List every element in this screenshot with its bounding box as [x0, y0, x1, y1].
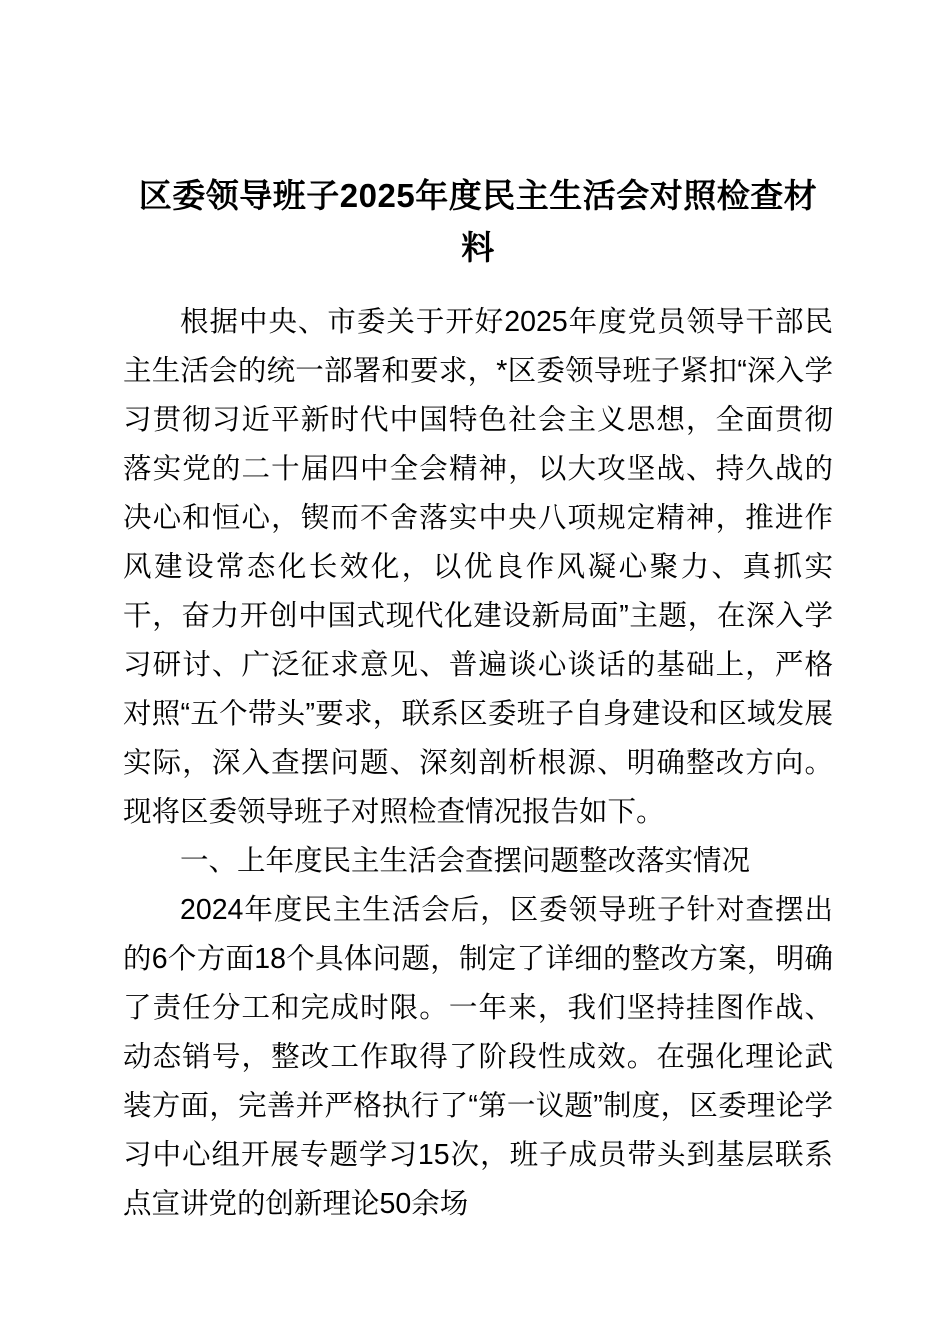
intro-paragraph: 根据中央、市委关于开好2025年度党员领导干部民主生活会的统一部署和要求，*区委领导班子紧扣“深入学习贯彻习近平新时代中国特色社会主义思想，全面贯彻落实党的二十届四中全会精神，以大攻坚战、持久战的决心和恒心，锲而不舍落实中央八项规定精神，推进作风建设常态化长效化，以优良作风凝心聚力、真抓实干，奋力开创中国式现代化建设新局面”主题，在深入学习研讨、广泛征求意见、普遍谈心谈话的基础上，严格对照“五个带头”要求，联系区委班子自身建设和区域发展实际，深入查摆问题、深刻剖析根源、明确整改方向。现将区委领导班子对照检查情况报告如下。 [123, 306, 833, 828]
section-heading-one: 一、上年度民主生活会查摆问题整改落实情况 [180, 845, 751, 877]
section-one-paragraph: 2024年度民主生活会后，区委领导班子针对查摆出的6个方面18个具体问题，制定了详细的整改方案，明确了责任分工和完成时限。一年来，我们坚持挂图作战、动态销号，整改工作取得了阶段性成效。在强化理论武装方面，完善并严格执行了“第一议题”制度，区委理论学习中心组开展专题学习15次，班子成员带头到基层联系点宣讲党的创新理论50余场 [123, 894, 833, 1220]
page-title [123, 170, 833, 274]
page-content-area [123, 170, 833, 1229]
page-title-text: 区委领导班子2025年度民主生活会对照检查材料 [138, 177, 818, 266]
